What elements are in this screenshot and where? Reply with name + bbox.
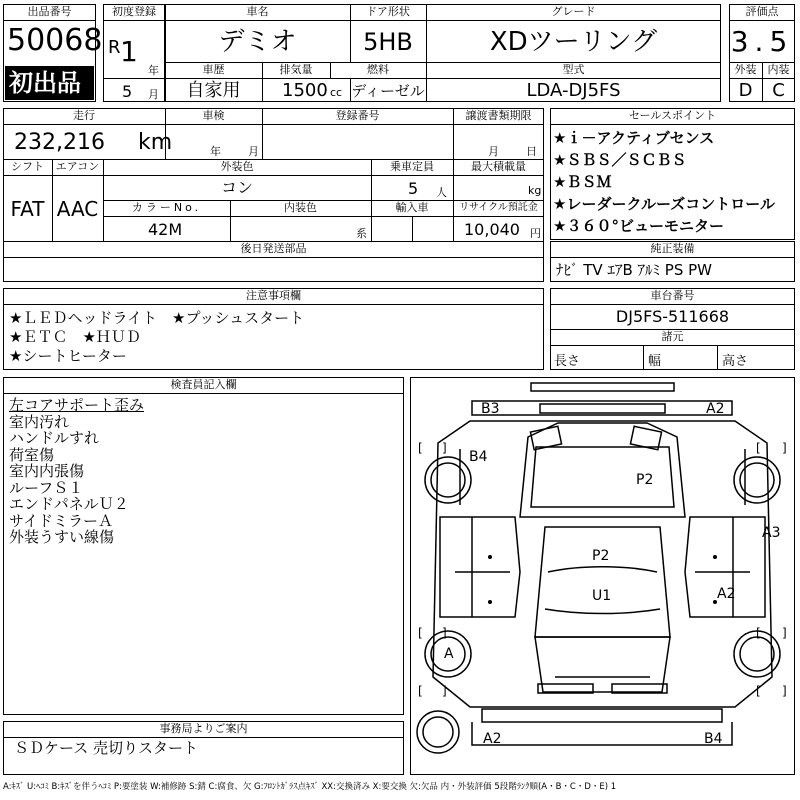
first-reg-label: 初度登録: [112, 5, 156, 18]
office-message: ＳＤケース 売切りスタート: [14, 739, 199, 757]
recycle-fee: 10,040: [464, 220, 520, 239]
door-type: 5HB: [363, 28, 413, 56]
sales-point-item: ★ＳＢＳ／ＳＣＢＳ: [553, 151, 687, 169]
transfer-month-unit: 月: [488, 145, 499, 158]
inspector-line: 室内内張傷: [9, 462, 85, 480]
era: R: [108, 38, 121, 58]
inspection-month-unit: 月: [248, 145, 259, 158]
recycle-label: リサイクル預託金: [459, 202, 538, 213]
inspector-line: ハンドルすれ: [9, 429, 100, 447]
inspection-year-unit: 年: [210, 145, 221, 158]
grade-label: グレード: [551, 5, 596, 18]
chassis-label: 車台番号: [650, 289, 695, 302]
dimensions-label: 諸元: [661, 330, 684, 343]
sales-points-list: [553, 127, 775, 237]
load-label: 最大積載量: [471, 160, 526, 173]
lot-number: 50068: [7, 24, 103, 58]
exterior-color: コン: [220, 178, 253, 197]
note-line: ★ＥＴＣ ★ＨＵＤ: [9, 328, 141, 346]
displacement: 1500: [282, 80, 328, 101]
inspector-line: 外装うすい線傷: [9, 528, 115, 546]
mark-front-wheel: A: [444, 646, 454, 662]
fuel: ディーゼル: [351, 82, 425, 100]
mark-rear-glass: P2: [636, 472, 654, 488]
displacement-unit: cc: [330, 86, 343, 99]
ac: AAC: [56, 198, 99, 220]
inspector-line: 室内汚れ: [9, 412, 70, 431]
first-listing-text: 初出品: [9, 69, 81, 97]
equipment-label: 純正装備: [650, 242, 695, 255]
color-label: 外装色: [220, 160, 254, 173]
mileage-label: 走行: [73, 109, 95, 122]
mileage: 232,216: [14, 130, 105, 155]
sales-point-item: ★レーダークルーズコントロール: [553, 195, 775, 213]
sales-point-item: ★ＢＳＭ: [553, 173, 612, 191]
color-no-label: カラーNo.: [131, 201, 202, 214]
width-label: 幅: [648, 354, 662, 369]
inspector-label: 検査員記入欄: [170, 378, 237, 391]
legend: A:ｷｽﾞ U:ﾍｺﾐ B:ｷｽﾞを伴うﾍｺﾐ P:要塗装 W:補修跡 S:錆 C:腐食、欠 G:ﾌﾛﾝﾄｶﾞﾗｽ点ｷｽﾞ XX:交換済み X:要交換 欠:欠品 内・外装評価 5段階ﾗﾝｸ順(A・B・C・D・E) 1: [3, 782, 617, 792]
capacity: 5: [408, 179, 419, 198]
interior-score: C: [772, 80, 785, 101]
name-label: 車名: [246, 5, 269, 18]
mark-rear-left: B3: [481, 401, 500, 417]
grade: XDツーリング: [489, 27, 658, 57]
inspector-line: 左コアサポート歪み: [9, 396, 145, 414]
transfer-day-unit: 日: [526, 145, 537, 158]
car-diagram: [410, 377, 795, 775]
sales-points-label: セールスポイント: [628, 109, 716, 122]
month-unit: 月: [148, 88, 159, 101]
ac-label: エアコン: [55, 160, 100, 173]
mark-right-front: A2: [717, 586, 736, 602]
load-unit: kg: [528, 184, 542, 197]
reg-month: 5: [122, 82, 133, 101]
transfer-label: 譲渡書類期限: [465, 109, 532, 122]
office-label: 事務局よりご案内: [159, 722, 248, 735]
fuel-label: 燃料: [367, 63, 389, 76]
shift-label: シフト: [11, 160, 44, 173]
score: 3.5: [730, 26, 794, 58]
later-parts-label: 後日発送部品: [240, 242, 307, 255]
inspector-line: サイドミラーＡ: [9, 511, 113, 530]
notes-label: 注意事項欄: [246, 289, 301, 302]
mark-right-rear: A3: [762, 525, 781, 541]
mark-front-right: B4: [704, 731, 723, 747]
inspector-line: ルーフＳ１: [9, 478, 84, 497]
int-color-label: 内装色: [284, 201, 317, 214]
history: 自家用: [186, 80, 241, 101]
note-line: ★シートヒーター: [9, 347, 127, 365]
mark-left-side: B4: [469, 449, 488, 465]
history-label: 車歴: [202, 63, 225, 76]
exterior-label: 外装: [734, 63, 757, 76]
inspector-list: [9, 397, 144, 546]
equipment-items: ﾅﾋﾞ TV ｴｱB ｱﾙﾐ PS PW: [556, 261, 712, 279]
note-line: ★ＬＥＤヘッドライト ★プッシュスタート: [9, 309, 305, 327]
int-color-unit: 系: [356, 227, 367, 240]
model: LDA-DJ5FS: [526, 80, 621, 101]
chassis-number: DJ5FS-511668: [615, 307, 730, 326]
lot-label: 出品番号: [27, 5, 72, 18]
mark-roof-center: U1: [592, 588, 612, 604]
inspector-line: 荷室傷: [9, 445, 55, 464]
notes-list: [9, 309, 304, 366]
sales-point-item: ★３６０°ビューモニター: [553, 217, 724, 235]
regno-label: 登録番号: [335, 109, 380, 122]
height-label: 高さ: [722, 354, 749, 369]
mark-rear-right: A2: [706, 401, 725, 417]
sales-point-item: ★ｉ－アクティブセンス: [553, 129, 715, 147]
score-label: 評価点: [745, 5, 779, 18]
interior-label: 内装: [767, 63, 790, 76]
inspector-line: エンドパネルＵ２: [9, 495, 129, 513]
recycle-unit: 円: [530, 227, 541, 240]
displacement-label: 排気量: [279, 63, 313, 76]
mileage-unit: km: [138, 130, 173, 155]
model-label: 型式: [562, 63, 585, 76]
length-label: 長さ: [554, 354, 581, 369]
era-year: 1: [120, 36, 138, 68]
car-name: デミオ: [218, 27, 297, 57]
capacity-label: 乗車定員: [390, 160, 434, 173]
mark-roof: P2: [592, 548, 610, 564]
shift: FAT: [10, 198, 45, 220]
color-no: 42M: [148, 220, 183, 239]
door-label: ドア形状: [366, 5, 410, 18]
mark-front-left: A2: [483, 731, 502, 747]
exterior-score: D: [738, 80, 753, 101]
inspection-label: 車検: [202, 109, 225, 122]
import-label: 輸入車: [395, 201, 429, 214]
capacity-unit: 人: [436, 186, 447, 199]
year-unit: 年: [148, 64, 159, 77]
